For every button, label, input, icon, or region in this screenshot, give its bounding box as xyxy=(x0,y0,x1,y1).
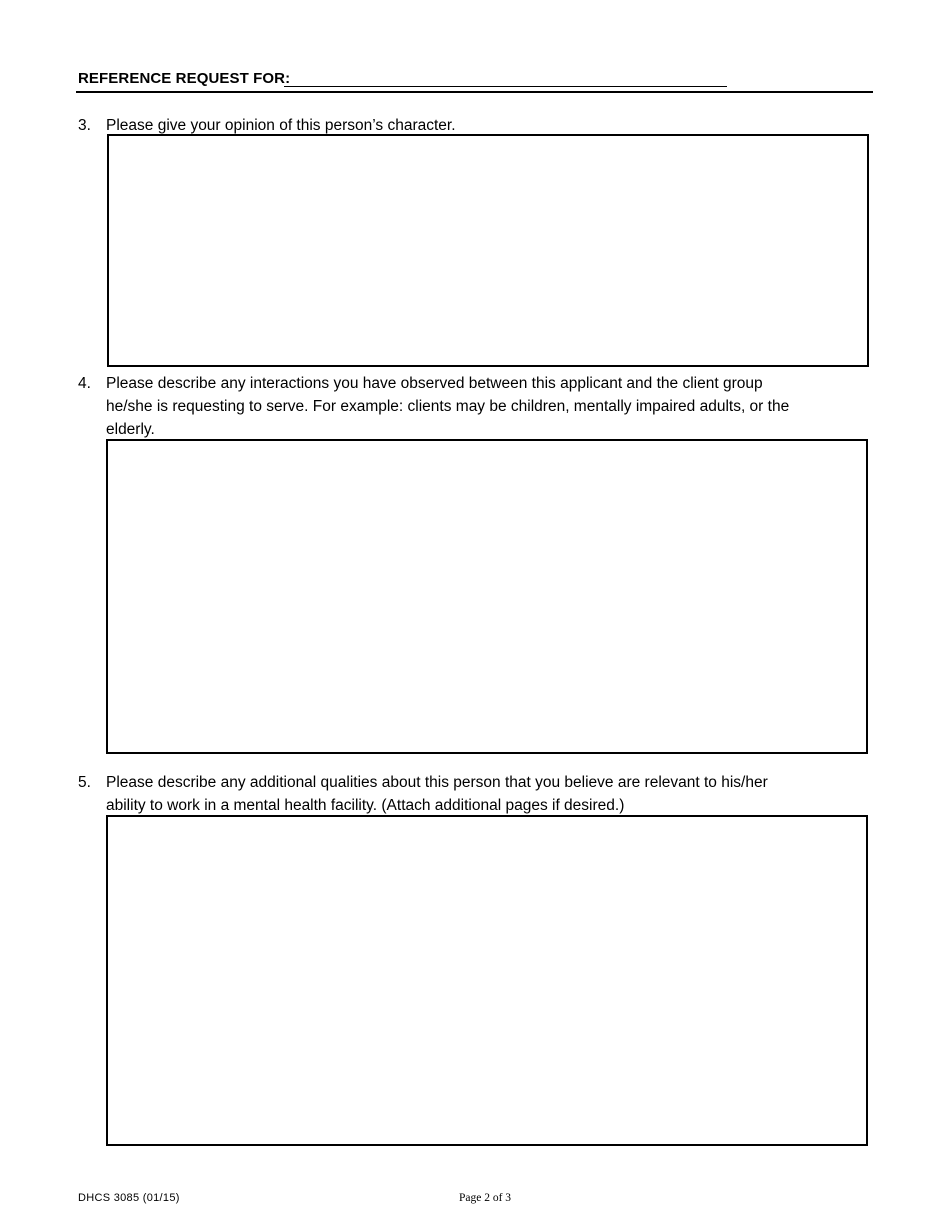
question-4-answer-box[interactable] xyxy=(106,439,868,754)
question-4-number: 4. xyxy=(78,375,91,392)
question-5-text xyxy=(106,771,768,817)
header-divider xyxy=(76,91,873,93)
question-4-line-1: Please describe any interactions you have observed between this applicant and the client group xyxy=(106,375,763,392)
form-identifier: DHCS 3085 (01/15) xyxy=(78,1192,180,1204)
question-3-number: 3. xyxy=(78,117,91,134)
question-4-text xyxy=(106,372,789,441)
question-5-answer-box[interactable] xyxy=(106,815,868,1146)
question-4-line-2: he/she is requesting to serve. For example: clients may be children, mentally impaired adults, or the xyxy=(106,398,790,415)
question-4-line-3: elderly. xyxy=(106,421,155,438)
question-5-line-1: Please describe any additional qualities about this person that you believe are relevant to his/her xyxy=(106,774,768,791)
question-3-line-1: Please give your opinion of this person’s character. xyxy=(106,117,456,134)
page-number: Page 2 of 3 xyxy=(459,1192,512,1204)
reference-name-blank-line[interactable] xyxy=(284,86,727,87)
question-5-line-2: ability to work in a mental health facility. (Attach additional pages if desired.) xyxy=(106,797,625,814)
question-5-number: 5. xyxy=(78,774,91,791)
reference-request-label: REFERENCE REQUEST FOR: xyxy=(78,70,291,87)
question-3-answer-box[interactable] xyxy=(107,134,869,367)
